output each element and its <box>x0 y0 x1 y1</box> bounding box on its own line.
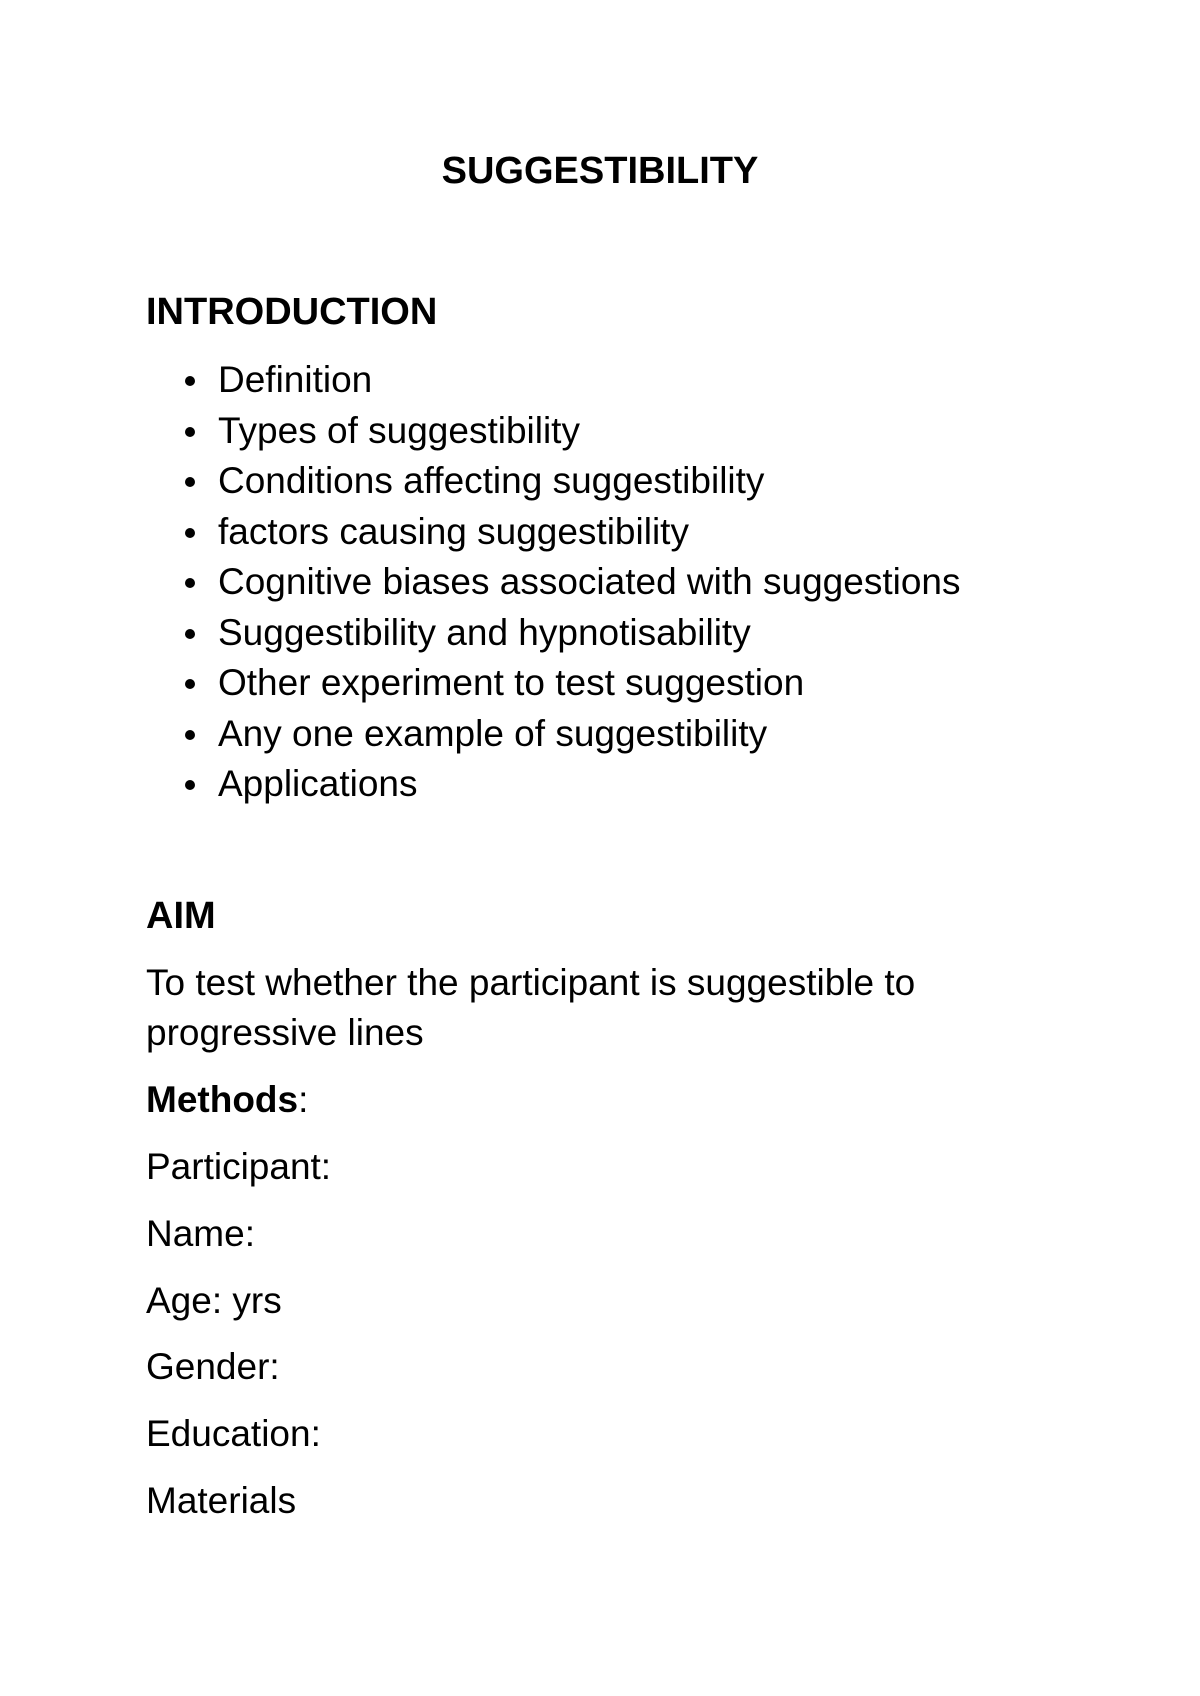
list-item <box>184 557 960 608</box>
list-item-text: Cognitive biases associated with suggestions <box>218 561 961 602</box>
list-item <box>184 658 960 709</box>
aim-text <box>146 958 915 1058</box>
bullet-icon <box>185 679 195 689</box>
gender-field-label: Gender: <box>146 1346 280 1387</box>
list-item-text: Definition <box>218 359 373 400</box>
list-item <box>184 355 960 406</box>
materials-label: Materials <box>146 1480 297 1521</box>
methods-label: Methods <box>146 1079 299 1120</box>
list-item <box>184 406 960 457</box>
aim-line-2: progressive lines <box>146 1012 424 1053</box>
education-field-label: Education: <box>146 1413 321 1454</box>
aim-line-1: To test whether the participant is suggestible to <box>146 962 916 1003</box>
bullet-icon <box>185 376 195 386</box>
bullet-icon <box>185 629 195 639</box>
bullet-icon <box>185 578 195 588</box>
list-item-text: Other experiment to test suggestion <box>218 662 805 703</box>
age-field-label: Age: yrs <box>146 1280 282 1321</box>
list-item-text: Suggestibility and hypnotisability <box>218 611 751 653</box>
list-item <box>184 507 960 558</box>
list-item <box>184 608 960 659</box>
bullet-icon <box>185 780 195 790</box>
introduction-list <box>184 355 960 810</box>
introduction-heading: INTRODUCTION <box>146 291 438 333</box>
bullet-icon <box>185 427 195 437</box>
list-item <box>184 709 960 760</box>
list-item-text: factors causing suggestibility <box>218 510 689 552</box>
methods-line <box>146 1075 308 1125</box>
bullet-icon <box>185 730 195 740</box>
methods-colon: : <box>298 1079 309 1120</box>
list-item <box>184 759 960 810</box>
list-item-text: Any one example of suggestibility <box>218 712 768 754</box>
bullet-icon <box>185 477 195 487</box>
aim-heading: AIM <box>146 895 216 937</box>
document-title: SUGGESTIBILITY <box>441 150 759 192</box>
list-item-text: Applications <box>218 763 418 804</box>
list-item <box>184 456 960 507</box>
name-field-label: Name: <box>146 1213 255 1254</box>
list-item-text: Types of suggestibility <box>218 409 580 451</box>
bullet-icon <box>185 528 195 538</box>
participant-label: Participant: <box>146 1146 332 1187</box>
list-item-text: Conditions affecting suggestibility <box>218 460 765 501</box>
